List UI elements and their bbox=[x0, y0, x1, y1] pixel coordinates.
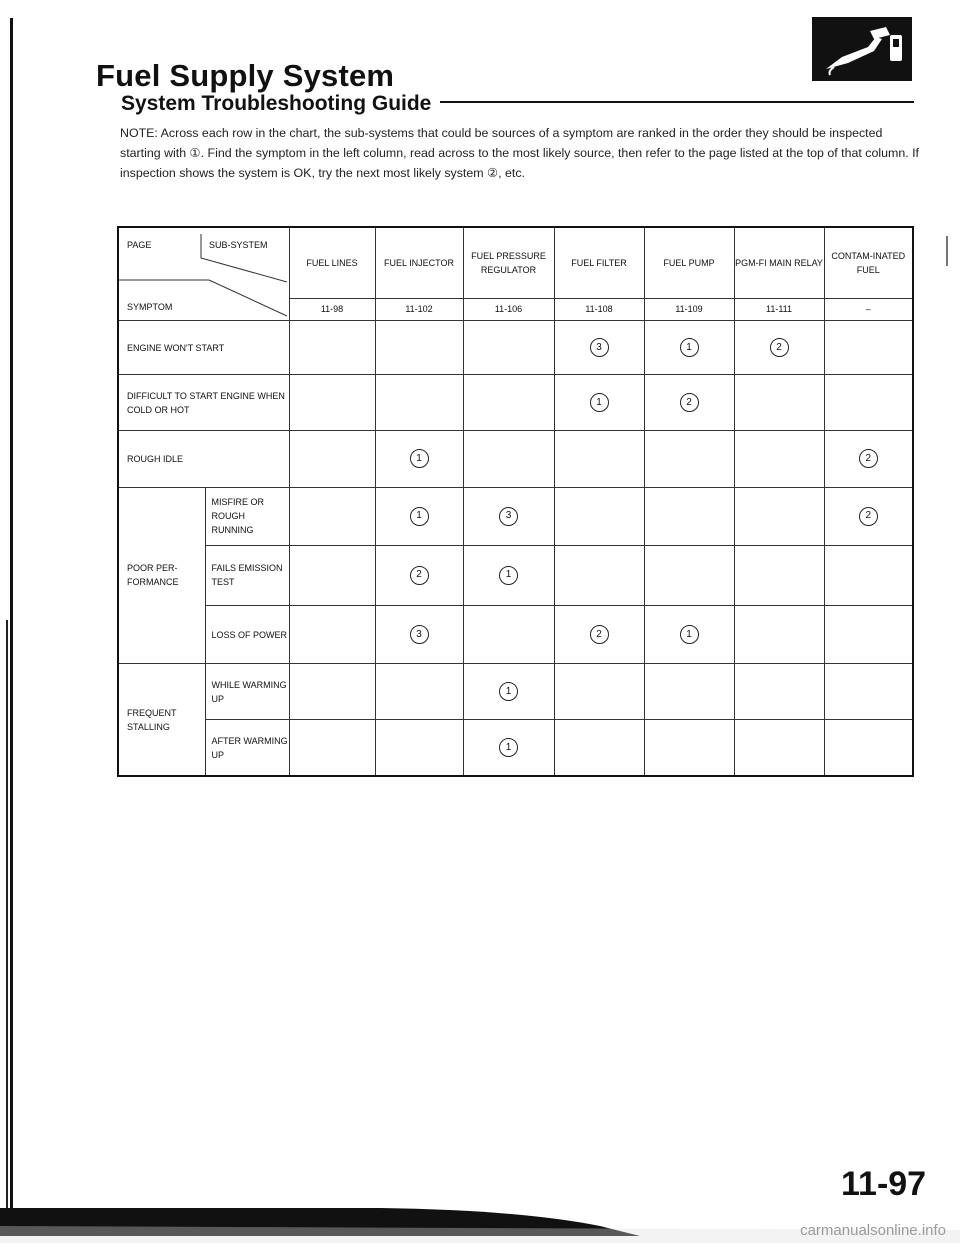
section-subtitle: System Troubleshooting Guide bbox=[121, 92, 432, 115]
rank-cell bbox=[824, 375, 913, 431]
page-ref: 11-109 bbox=[644, 298, 734, 320]
rank-cell bbox=[824, 720, 913, 776]
rank-cell bbox=[824, 431, 913, 487]
rank-cell bbox=[644, 664, 734, 720]
rank-cell bbox=[375, 487, 463, 545]
rank-cell bbox=[375, 606, 463, 664]
rank-circle: 3 bbox=[499, 507, 518, 526]
rank-cell bbox=[554, 431, 644, 487]
rank-cell bbox=[734, 720, 824, 776]
rank-cell bbox=[375, 431, 463, 487]
rank-cell bbox=[463, 664, 554, 720]
rank-circle: 2 bbox=[410, 566, 429, 585]
page-ref: 11-106 bbox=[463, 298, 554, 320]
rank-cell bbox=[463, 431, 554, 487]
rank-cell bbox=[644, 431, 734, 487]
page-number: 11-97 bbox=[841, 1165, 927, 1203]
corner-page-label: PAGE bbox=[127, 240, 152, 250]
rank-cell bbox=[289, 664, 375, 720]
rank-circle: 2 bbox=[770, 338, 789, 357]
header-row bbox=[118, 227, 913, 298]
rank-cell bbox=[734, 431, 824, 487]
rank-circle: 1 bbox=[680, 338, 699, 357]
rank-cell bbox=[375, 321, 463, 375]
rank-cell bbox=[375, 545, 463, 605]
rank-cell bbox=[375, 720, 463, 776]
rank-cell bbox=[463, 720, 554, 776]
rank-cell bbox=[289, 431, 375, 487]
rank-cell bbox=[289, 487, 375, 545]
rank-cell bbox=[375, 664, 463, 720]
note-paragraph: NOTE: Across each row in the chart, the sub-systems that could be sources of a symptom are ranked in the order they should be inspected starting with ①. Find the symptom in the left column, read across to the most likely source, then refer to the page listed at the top of that column. If inspection shows the system is OK, try the next most likely system ②, etc. bbox=[120, 126, 919, 180]
rank-cell bbox=[554, 664, 644, 720]
rank-cell bbox=[289, 720, 375, 776]
symptom-label: ROUGH IDLE bbox=[118, 431, 289, 487]
page-title: Fuel Supply System bbox=[96, 58, 395, 93]
binding-edge bbox=[10, 18, 13, 1228]
fuel-nozzle-icon bbox=[812, 17, 912, 81]
rank-circle: 2 bbox=[680, 393, 699, 412]
rank-cell bbox=[644, 545, 734, 605]
heading-rule bbox=[440, 101, 914, 103]
symptom-row bbox=[118, 720, 913, 776]
footer-watermark: carmanualsonline.info bbox=[800, 1222, 946, 1239]
sub-symptom-label: FAILS EMISSION TEST bbox=[205, 545, 289, 605]
rank-cell bbox=[463, 375, 554, 431]
rank-cell bbox=[554, 321, 644, 375]
symptom-row bbox=[118, 545, 913, 605]
page-ref: 11-111 bbox=[734, 298, 824, 320]
rank-cell bbox=[734, 321, 824, 375]
page-ref: – bbox=[824, 298, 913, 320]
symptom-row bbox=[118, 321, 913, 375]
column-header: FUEL PRESSURE REGULATOR bbox=[463, 227, 554, 298]
rank-cell bbox=[644, 487, 734, 545]
sub-symptom-label: WHILE WARMING UP bbox=[205, 664, 289, 720]
symptom-row bbox=[118, 606, 913, 664]
column-header: FUEL FILTER bbox=[554, 227, 644, 298]
rank-cell bbox=[734, 664, 824, 720]
rank-cell bbox=[289, 545, 375, 605]
rank-cell bbox=[824, 664, 913, 720]
rank-cell bbox=[554, 487, 644, 545]
rank-cell bbox=[824, 606, 913, 664]
rank-cell bbox=[289, 606, 375, 664]
rank-cell bbox=[289, 375, 375, 431]
rank-cell bbox=[734, 487, 824, 545]
rank-cell bbox=[734, 375, 824, 431]
scan-mark bbox=[946, 236, 948, 266]
troubleshooting-table bbox=[117, 226, 914, 777]
symptom-group-label: FREQUENT STALLING bbox=[118, 664, 205, 776]
rank-cell bbox=[463, 545, 554, 605]
rank-cell bbox=[463, 487, 554, 545]
page-ref: 11-98 bbox=[289, 298, 375, 320]
symptom-row bbox=[118, 487, 913, 545]
rank-cell bbox=[554, 606, 644, 664]
rank-cell bbox=[824, 545, 913, 605]
page-ref: 11-102 bbox=[375, 298, 463, 320]
sub-symptom-label: MISFIRE OR ROUGH RUNNING bbox=[205, 487, 289, 545]
symptom-row bbox=[118, 375, 913, 431]
rank-cell bbox=[463, 321, 554, 375]
rank-circle: 1 bbox=[410, 507, 429, 526]
rank-cell bbox=[554, 545, 644, 605]
binding-edge-inner bbox=[6, 620, 8, 1220]
rank-circle: 3 bbox=[590, 338, 609, 357]
rank-cell bbox=[644, 375, 734, 431]
column-header: PGM-FI MAIN RELAY bbox=[734, 227, 824, 298]
symptom-label: ENGINE WON'T START bbox=[118, 321, 289, 375]
rank-circle: 1 bbox=[410, 449, 429, 468]
corner-symptom-label: SYMPTOM bbox=[127, 302, 173, 312]
rank-circle: 3 bbox=[410, 625, 429, 644]
rank-circle: 1 bbox=[680, 625, 699, 644]
table-body bbox=[118, 321, 913, 777]
rank-circle: 2 bbox=[590, 625, 609, 644]
rank-cell bbox=[463, 606, 554, 664]
rank-cell bbox=[734, 606, 824, 664]
rank-cell bbox=[644, 606, 734, 664]
column-header: FUEL INJECTOR bbox=[375, 227, 463, 298]
column-header: FUEL LINES bbox=[289, 227, 375, 298]
rank-cell bbox=[824, 487, 913, 545]
column-header: FUEL PUMP bbox=[644, 227, 734, 298]
rank-circle: 1 bbox=[499, 566, 518, 585]
rank-circle: 1 bbox=[499, 682, 518, 701]
rank-circle: 1 bbox=[590, 393, 609, 412]
rank-circle: 1 bbox=[499, 738, 518, 757]
rank-cell bbox=[554, 720, 644, 776]
rank-cell bbox=[289, 321, 375, 375]
sub-symptom-label: LOSS OF POWER bbox=[205, 606, 289, 664]
rank-cell bbox=[824, 321, 913, 375]
rank-circle: 2 bbox=[859, 449, 878, 468]
symptom-row bbox=[118, 431, 913, 487]
column-header: CONTAM-INATED FUEL bbox=[824, 227, 913, 298]
rank-cell bbox=[375, 375, 463, 431]
rank-cell bbox=[554, 375, 644, 431]
page-ref: 11-108 bbox=[554, 298, 644, 320]
rank-cell bbox=[644, 720, 734, 776]
symptom-row bbox=[118, 664, 913, 720]
symptom-group-label: POOR PER-FORMANCE bbox=[118, 487, 205, 664]
rank-circle: 2 bbox=[859, 507, 878, 526]
symptom-label: DIFFICULT TO START ENGINE WHEN COLD OR HOT bbox=[118, 375, 289, 431]
corner-subsystem-label: SUB-SYSTEM bbox=[209, 240, 268, 250]
corner-cell bbox=[118, 227, 289, 321]
sub-symptom-label: AFTER WARMING UP bbox=[205, 720, 289, 776]
rank-cell bbox=[644, 321, 734, 375]
rank-cell bbox=[734, 545, 824, 605]
